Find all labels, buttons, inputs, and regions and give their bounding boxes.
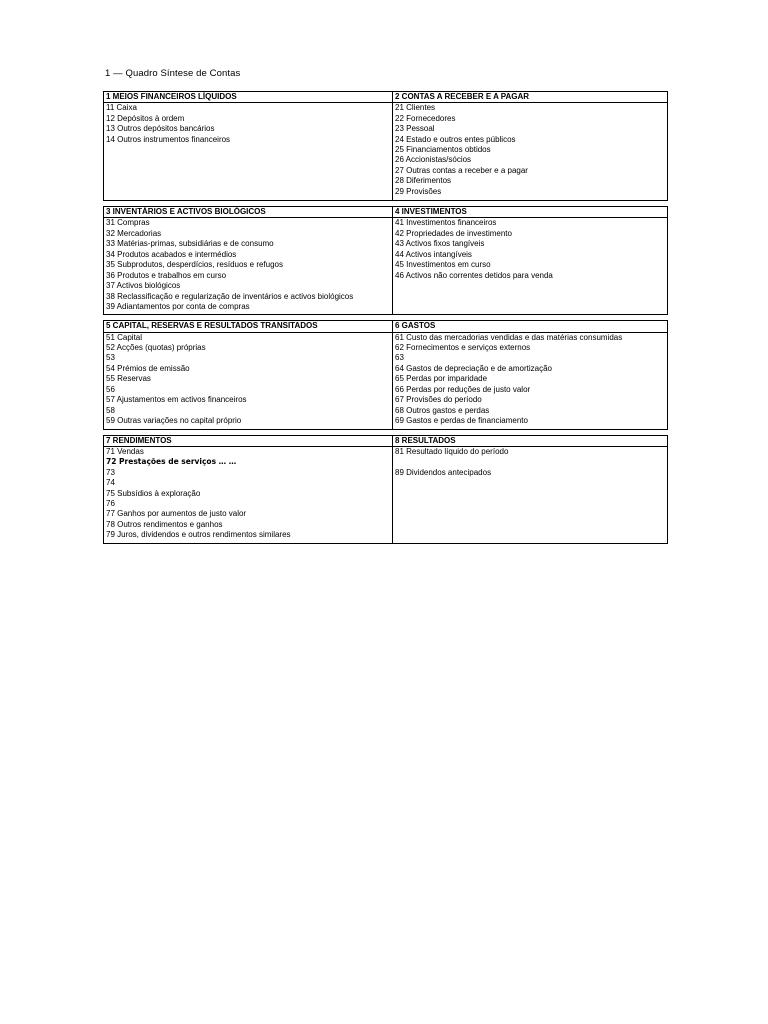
class-1-items bbox=[104, 103, 392, 200]
account-item: 53 bbox=[106, 353, 115, 363]
account-item: 62 Fornecimentos e serviços externos bbox=[395, 343, 531, 353]
account-item: 59 Outras variações no capital próprio bbox=[106, 416, 242, 426]
account-item: 61 Custo das mercadorias vendidas e das matérias consumidas bbox=[395, 332, 623, 342]
account-item: 34 Produtos acabados e intermédios bbox=[106, 249, 237, 259]
account-item: 41 Investimentos financeiros bbox=[395, 218, 497, 228]
account-item: 42 Propriedades de investimento bbox=[395, 228, 512, 238]
class-7-title: 7 RENDIMENTOS bbox=[104, 436, 392, 447]
account-item bbox=[395, 457, 667, 467]
account-item: 56 bbox=[106, 384, 115, 394]
class-8-title: 8 RESULTADOS bbox=[393, 436, 667, 447]
class-2-block bbox=[393, 91, 668, 201]
account-item: 33 Matérias-primas, subsidiárias e de consumo bbox=[106, 239, 274, 249]
account-item: 89 Dividendos antecipados bbox=[395, 467, 492, 477]
account-item: 81 Resultado líquido do período bbox=[395, 446, 509, 456]
class-4-items bbox=[393, 218, 667, 314]
account-item: 13 Outros depósitos bancários bbox=[106, 124, 215, 134]
account-item: 71 Vendas bbox=[106, 446, 144, 456]
account-item: 66 Perdas por reduções de justo valor bbox=[395, 384, 531, 394]
account-item: 38 Reclassificação e regularização de inventários e activos biológicos bbox=[106, 291, 354, 301]
account-item: 43 Activos fixos tangíveis bbox=[395, 239, 485, 249]
class-5-title: 5 CAPITAL, RESERVAS E RESULTADOS TRANSITADOS bbox=[104, 321, 392, 332]
class-2-items bbox=[393, 103, 667, 200]
account-item: 11 Caixa bbox=[106, 103, 137, 113]
account-item: 46 Activos não correntes detidos para venda bbox=[395, 270, 553, 280]
account-item: 67 Provisões do período bbox=[395, 395, 482, 405]
account-classes-table bbox=[103, 91, 668, 544]
account-item: 32 Mercadorias bbox=[106, 228, 162, 238]
account-item: 74 bbox=[106, 478, 115, 488]
account-item: 77 Ganhos por aumentos de justo valor bbox=[106, 509, 247, 519]
account-item: 29 Provisões bbox=[395, 186, 442, 196]
account-item: 57 Ajustamentos em activos financeiros bbox=[106, 395, 247, 405]
account-item: 12 Depósitos à ordem bbox=[106, 113, 185, 123]
account-item: 31 Compras bbox=[106, 218, 150, 228]
account-item: 24 Estado e outros entes públicos bbox=[395, 134, 516, 144]
account-item: 68 Outros gastos e perdas bbox=[395, 405, 490, 415]
account-item: 78 Outros rendimentos e ganhos bbox=[106, 519, 223, 529]
class-6-items bbox=[393, 333, 667, 429]
class-3-block bbox=[103, 206, 393, 315]
table-row bbox=[103, 320, 668, 429]
class-1-block bbox=[103, 91, 393, 201]
account-item: 27 Outras contas a receber e a pagar bbox=[395, 165, 528, 175]
account-item: 22 Fornecedores bbox=[395, 113, 456, 123]
account-item: 25 Financiamentos obtidos bbox=[395, 145, 491, 154]
account-item: 55 Reservas bbox=[106, 374, 151, 384]
account-item: 37 Activos biológicos bbox=[106, 281, 181, 291]
class-3-title: 3 INVENTÁRIOS E ACTIVOS BIOLÓGICOS bbox=[104, 207, 392, 218]
table-row bbox=[103, 206, 668, 315]
account-item: 72 Prestações de serviços … … bbox=[106, 457, 237, 467]
account-item: 28 Diferimentos bbox=[395, 176, 452, 186]
class-8-block bbox=[393, 435, 668, 544]
class-8-items bbox=[393, 447, 667, 543]
account-item: 39 Adiantamentos por conta de compras bbox=[106, 302, 250, 311]
account-item: 64 Gastos de depreciação e de amortização bbox=[395, 363, 552, 373]
account-item: 21 Clientes bbox=[395, 103, 436, 113]
class-6-block bbox=[393, 320, 668, 429]
account-item: 14 Outros instrumentos financeiros bbox=[106, 134, 231, 144]
account-item: 63 bbox=[395, 353, 404, 363]
table-row bbox=[103, 91, 668, 201]
class-7-block bbox=[103, 435, 393, 544]
account-item: 51 Capital bbox=[106, 332, 143, 342]
account-item: 26 Accionistas/sócios bbox=[395, 155, 472, 165]
account-item: 23 Pessoal bbox=[395, 124, 435, 134]
account-item: 36 Produtos e trabalhos em curso bbox=[106, 270, 227, 280]
class-5-items bbox=[104, 333, 392, 429]
class-7-items bbox=[104, 447, 392, 543]
account-item: 65 Perdas por imparidade bbox=[395, 374, 488, 384]
account-item: 76 bbox=[106, 499, 115, 509]
account-item: 58 bbox=[106, 405, 115, 415]
account-item: 44 Activos intangíveis bbox=[395, 249, 472, 259]
account-item: 73 bbox=[106, 467, 115, 477]
account-item: 75 Subsídios à exploração bbox=[106, 488, 201, 498]
class-6-title: 6 GASTOS bbox=[393, 321, 667, 332]
account-item: 45 Investimentos em curso bbox=[395, 260, 491, 270]
account-item: 35 Subprodutos, desperdícios, resíduos e refugos bbox=[106, 260, 283, 270]
class-1-title: 1 MEIOS FINANCEIROS LÍQUIDOS bbox=[104, 92, 392, 103]
account-item: 69 Gastos e perdas de financiamento bbox=[395, 416, 528, 426]
class-5-block bbox=[103, 320, 393, 429]
page-title: 1 — Quadro Síntese de Contas bbox=[105, 68, 241, 79]
class-4-title: 4 INVESTIMENTOS bbox=[393, 207, 667, 218]
class-4-block bbox=[393, 206, 668, 315]
class-2-title: 2 CONTAS A RECEBER E A PAGAR bbox=[393, 92, 667, 103]
account-item: 79 Juros, dividendos e outros rendimentos similares bbox=[106, 530, 291, 540]
table-row bbox=[103, 435, 668, 544]
class-3-items bbox=[104, 218, 392, 314]
account-item: 52 Acções (quotas) próprias bbox=[106, 343, 206, 353]
account-item: 54 Prémios de emissão bbox=[106, 363, 190, 373]
